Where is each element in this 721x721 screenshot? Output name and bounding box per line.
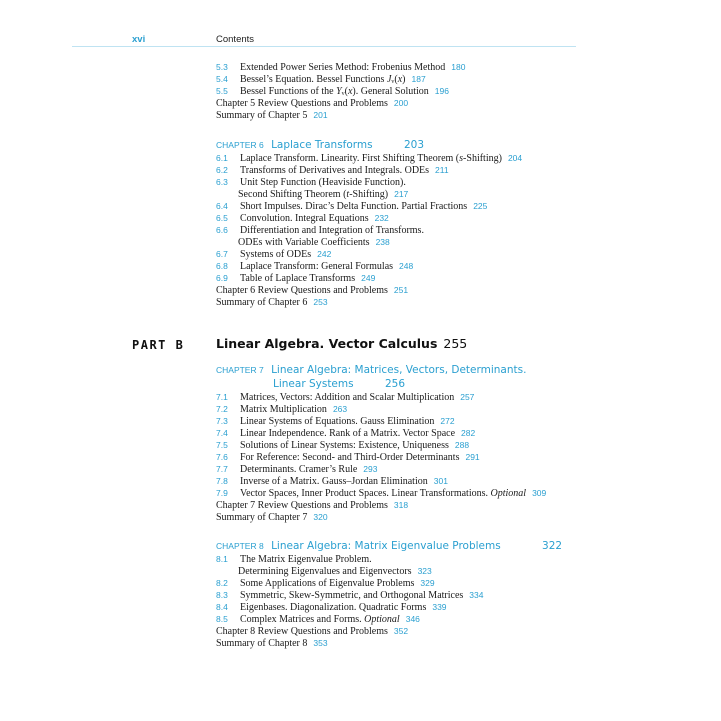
section-number: 6.2 [216, 165, 228, 175]
chapter-heading[interactable] [216, 539, 562, 553]
chapter-label: CHAPTER 6 [216, 140, 264, 150]
entry-title: Chapter 5 Review Questions and Problems [216, 98, 388, 109]
entry-title: Transforms of Derivatives and Integrals. ODEs [240, 165, 430, 176]
entry-title: Differentiation and Integration of Transforms. [240, 225, 424, 236]
toc-entry[interactable] [216, 637, 562, 649]
entry-page: 180 [451, 62, 466, 72]
section-number: 7.5 [216, 440, 228, 450]
entry-page: 291 [465, 452, 480, 462]
entry-title: Summary of Chapter 8 [216, 638, 308, 649]
entry-title: Second Shifting Theorem (t-Shifting) [238, 189, 389, 200]
chapter-page: 256 [384, 378, 405, 390]
entry-page: 293 [363, 464, 378, 474]
entry-optional-tag: Optional [364, 614, 400, 625]
toc-entry[interactable] [216, 415, 546, 427]
toc-entry[interactable] [216, 403, 546, 415]
chapter-label: CHAPTER 8 [216, 541, 264, 551]
entry-page: 339 [432, 602, 447, 612]
section-number: 7.1 [216, 392, 228, 402]
toc-entry[interactable] [216, 248, 522, 260]
entry-page: 352 [393, 626, 409, 636]
entry-page: 204 [507, 153, 523, 163]
toc-entry[interactable] [216, 109, 465, 121]
toc-entry[interactable] [216, 152, 522, 164]
entry-page: 334 [469, 590, 484, 600]
toc-entry[interactable] [216, 176, 522, 188]
toc-entry[interactable] [216, 85, 465, 97]
running-head: Contents [216, 34, 255, 45]
entry-page: 211 [435, 165, 449, 175]
entry-page: 353 [313, 638, 328, 648]
chapter-5-tail [216, 61, 465, 121]
section-number: 6.4 [216, 201, 228, 211]
toc-entry[interactable] [216, 391, 546, 403]
toc-entry[interactable] [216, 475, 546, 487]
entry-title: Complex Matrices and Forms. [240, 614, 362, 625]
entry-page: 288 [454, 440, 470, 450]
chapter-label: CHAPTER 7 [216, 365, 264, 375]
entry-title: Determining Eigenvalues and Eigenvectors [238, 566, 412, 577]
entry-title: Unit Step Function (Heaviside Function). [240, 177, 406, 188]
entry-page: 346 [405, 614, 420, 624]
section-number: 8.2 [216, 578, 228, 588]
entry-page: 309 [532, 488, 547, 498]
section-number: 6.6 [216, 225, 228, 235]
header-rule [72, 46, 576, 47]
entry-page: 318 [393, 500, 409, 510]
section-number: 7.8 [216, 476, 228, 486]
entry-title: Chapter 8 Review Questions and Problems [216, 626, 388, 637]
entry-page: 187 [411, 74, 426, 84]
section-number: 7.4 [216, 428, 228, 438]
section-number: 8.4 [216, 602, 228, 612]
entry-list [216, 152, 522, 308]
section-number: 5.4 [216, 74, 228, 84]
entry-title: Inverse of a Matrix. Gauss–Jordan Elimination [240, 476, 428, 487]
entry-title: Extended Power Series Method: Frobenius Method [240, 62, 446, 73]
entry-title: Summary of Chapter 6 [216, 297, 308, 308]
section-number: 6.1 [216, 153, 228, 163]
part-heading[interactable] [216, 336, 467, 351]
toc-entry[interactable] [216, 463, 546, 475]
toc-entry[interactable] [216, 577, 562, 589]
chapter-title: Linear Algebra: Matrix Eigenvalue Problems [271, 540, 501, 552]
toc-entry[interactable] [216, 553, 562, 565]
entry-title: The Matrix Eigenvalue Problem. [240, 554, 372, 565]
toc-entry[interactable] [216, 499, 546, 511]
page-number: xvi [132, 34, 146, 45]
chapter-8 [216, 539, 562, 649]
chapter-title-line1: Linear Algebra: Matrices, Vectors, Determinants. [271, 364, 527, 376]
section-number: 7.3 [216, 416, 228, 426]
toc-entry[interactable] [216, 200, 522, 212]
entry-title: For Reference: Second- and Third-Order Determinants [240, 452, 460, 463]
toc-entry[interactable] [216, 613, 562, 625]
chapter-7 [216, 363, 546, 523]
toc-entry[interactable] [216, 439, 546, 451]
toc-entry[interactable] [216, 236, 522, 248]
entry-page: 248 [399, 261, 414, 271]
entry-title: Systems of ODEs [240, 249, 312, 260]
chapter-page: 322 [542, 540, 563, 552]
entry-page: 225 [473, 201, 488, 211]
toc-entry[interactable] [216, 511, 546, 523]
entry-page: 257 [460, 392, 475, 402]
toc-entry[interactable] [216, 212, 522, 224]
section-number: 7.6 [216, 452, 228, 462]
section-number: 6.3 [216, 177, 228, 187]
entry-title: Vector Spaces, Inner Product Spaces. Linear Transformations. [240, 488, 488, 499]
entry-title: Chapter 7 Review Questions and Problems [216, 500, 388, 511]
entry-title: Matrix Multiplication [240, 404, 327, 415]
entry-title: Bessel Functions of the Yᵥ(x). General Solution [240, 86, 429, 97]
toc-entry[interactable] [216, 260, 522, 272]
entry-list [216, 391, 546, 523]
entry-page: 253 [313, 297, 328, 307]
entry-title: Chapter 6 Review Questions and Problems [216, 285, 388, 296]
entry-title: Linear Systems of Equations. Gauss Elimination [240, 416, 435, 427]
toc-entry[interactable] [216, 601, 562, 613]
entry-page: 272 [440, 416, 455, 426]
entry-page: 217 [394, 189, 409, 199]
section-number: 6.7 [216, 249, 228, 259]
chapter-title-line2: Linear Systems [273, 378, 354, 390]
entry-page: 329 [420, 578, 435, 588]
toc-entry[interactable] [216, 97, 465, 109]
section-number: 8.1 [216, 554, 228, 564]
entry-title: Determinants. Cramer’s Rule [240, 464, 358, 475]
entry-page: 232 [374, 213, 389, 223]
toc-entry[interactable] [216, 188, 522, 200]
entry-page: 201 [313, 110, 328, 120]
toc-entry[interactable] [216, 224, 522, 236]
entry-title: Solutions of Linear Systems: Existence, Uniqueness [240, 440, 449, 451]
entry-title: Linear Independence. Rank of a Matrix. Vector Space [240, 428, 456, 439]
entry-page: 301 [433, 476, 448, 486]
entry-title: Table of Laplace Transforms [240, 273, 356, 284]
section-number: 5.3 [216, 62, 228, 72]
section-number: 6.8 [216, 261, 228, 271]
section-number: 5.5 [216, 86, 228, 96]
chapter-6 [216, 138, 522, 308]
part-label: PART B [132, 338, 185, 352]
entry-page: 251 [393, 285, 409, 295]
section-number: 7.7 [216, 464, 228, 474]
section-number: 7.9 [216, 488, 228, 498]
entry-title: Eigenbases. Diagonalization. Quadratic Forms [240, 602, 427, 613]
toc-entry[interactable] [216, 589, 562, 601]
toc-entry[interactable] [216, 296, 522, 308]
entry-page: 282 [461, 428, 476, 438]
toc-entry[interactable] [216, 487, 546, 499]
toc-entry[interactable] [216, 565, 562, 577]
chapter-title: Laplace Transforms [271, 139, 373, 151]
part-page: 255 [443, 336, 468, 351]
entry-page: 263 [332, 404, 348, 414]
entry-title: Symmetric, Skew-Symmetric, and Orthogonal Matrices [240, 590, 464, 601]
entry-title: Laplace Transform. Linearity. First Shifting Theorem (s-Shifting) [240, 153, 502, 164]
entry-list [216, 61, 465, 121]
section-number: 6.5 [216, 213, 228, 223]
section-number: 8.5 [216, 614, 228, 624]
chapter-heading[interactable] [216, 138, 522, 152]
entry-optional-tag: Optional [490, 488, 527, 499]
toc-entry[interactable] [216, 451, 546, 463]
toc-entry[interactable] [216, 61, 465, 73]
toc-entry[interactable] [216, 427, 546, 439]
entry-page: 242 [317, 249, 332, 259]
toc-entry[interactable] [216, 625, 562, 637]
entry-page: 249 [361, 273, 376, 283]
part-title: Linear Algebra. Vector Calculus [216, 336, 438, 351]
entry-page: 320 [313, 512, 328, 522]
chapter-heading-cont[interactable] [216, 377, 546, 391]
entry-title: Summary of Chapter 5 [216, 110, 308, 121]
toc-entry[interactable] [216, 73, 465, 85]
section-number: 7.2 [216, 404, 228, 414]
entry-list [216, 553, 562, 649]
entry-page: 200 [393, 98, 409, 108]
chapter-heading[interactable] [216, 363, 546, 377]
entry-title: Summary of Chapter 7 [216, 512, 308, 523]
toc-entry[interactable] [216, 272, 522, 284]
section-number: 8.3 [216, 590, 228, 600]
entry-page: 196 [434, 86, 449, 96]
entry-title: Matrices, Vectors: Addition and Scalar Multiplication [240, 392, 455, 403]
section-number: 6.9 [216, 273, 228, 283]
entry-page: 238 [375, 237, 390, 247]
entry-title: ODEs with Variable Coefficients [238, 237, 370, 248]
entry-title: Bessel’s Equation. Bessel Functions Jᵥ(x) [240, 74, 406, 85]
toc-entry[interactable] [216, 164, 522, 176]
entry-title: Short Impulses. Dirac’s Delta Function. Partial Fractions [240, 201, 468, 212]
toc-entry[interactable] [216, 284, 522, 296]
chapter-page: 203 [403, 139, 425, 151]
entry-title: Some Applications of Eigenvalue Problems [240, 578, 415, 589]
entry-page: 323 [417, 566, 432, 576]
entry-title: Convolution. Integral Equations [240, 213, 369, 224]
entry-title: Laplace Transform: General Formulas [240, 261, 394, 272]
